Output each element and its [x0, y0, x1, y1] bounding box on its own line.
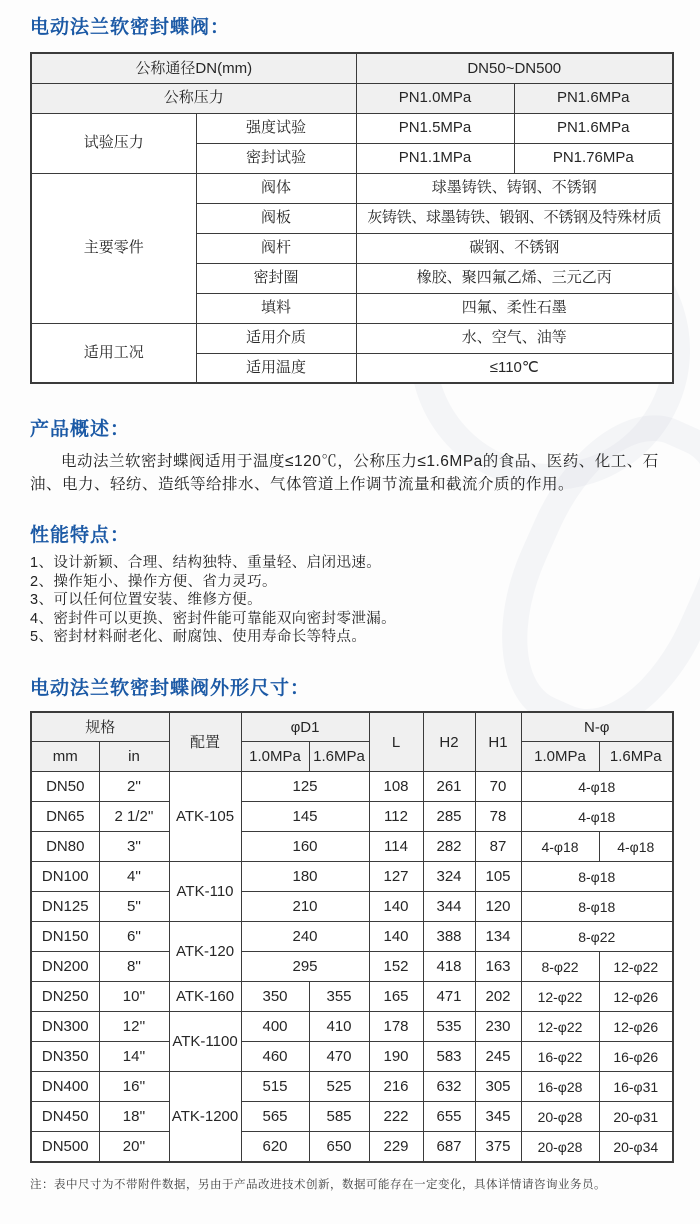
dims-d1-p16: 650	[309, 1132, 369, 1162]
feature-item: 2、操作矩小、操作方便、省力灵巧。	[30, 573, 277, 590]
section-title-overview: 产品概述：	[30, 419, 131, 440]
dims-h2: 261	[423, 772, 475, 802]
dims-d1: 210	[241, 892, 369, 922]
dims-mm: DN100	[31, 862, 99, 892]
dims-h1: 163	[475, 952, 521, 982]
dims-mm: DN450	[31, 1102, 99, 1132]
dims-n-p10: 20-φ28	[521, 1132, 599, 1162]
dims-h2: 471	[423, 982, 475, 1012]
spec-part-value: 橡胶、聚四氟乙烯、三元乙丙	[356, 263, 673, 293]
spec-cond-value: ≤110℃	[356, 353, 673, 383]
dims-config: ATK-160	[169, 982, 241, 1012]
dims-h2: 418	[423, 952, 475, 982]
spec-pressure-label: 公称压力	[31, 83, 356, 113]
feature-item: 5、密封材料耐老化、耐腐蚀、使用寿命长等特点。	[30, 629, 367, 646]
dims-d1-p16: 470	[309, 1042, 369, 1072]
dims-n: 8-φ22	[521, 922, 673, 952]
spec-row-condition	[31, 323, 673, 353]
dims-row-dn350	[31, 1042, 673, 1072]
dims-mm: DN250	[31, 982, 99, 1012]
dims-in: 8''	[99, 952, 169, 982]
dims-n-p10: 12-φ22	[521, 982, 599, 1012]
dims-in: 10''	[99, 982, 169, 1012]
dims-header-n: N-φ	[521, 712, 673, 742]
overview-paragraph: 电动法兰软密封蝶阀适用于温度≤120℃，公称压力≤1.6MPa的食品、医药、化工、石油、电力、轻纺、造纸等给排水、气体管道上作调节流量和截流介质的作用。	[30, 453, 659, 493]
feature-item: 1、设计新颖、合理、结构独特、重量轻、启闭迅速。	[30, 555, 382, 571]
dims-d1: 125	[241, 772, 369, 802]
dims-h2: 632	[423, 1072, 475, 1102]
dims-in: 20''	[99, 1132, 169, 1162]
dims-row-dn450	[31, 1102, 673, 1132]
dims-l: 190	[369, 1042, 423, 1072]
dims-row-dn250	[31, 982, 673, 1012]
spec-cond-label: 适用温度	[196, 353, 356, 383]
dims-header-h2: H2	[423, 712, 475, 772]
spec-diameter-label: 公称通径DN(mm)	[31, 53, 356, 83]
spec-part-value: 四氟、柔性石墨	[356, 293, 673, 323]
dims-d1-p16: 410	[309, 1012, 369, 1042]
spec-row-strength-test	[31, 113, 673, 143]
dims-h2: 388	[423, 922, 475, 952]
dims-header-spec: 规格	[31, 712, 169, 742]
dims-header-config: 配置	[169, 712, 241, 772]
section-title-dimensions: 电动法兰软密封蝶阀外形尺寸：	[30, 677, 311, 699]
spec-strength-v1: PN1.5MPa	[356, 113, 514, 143]
dims-n: 4-φ18	[521, 772, 673, 802]
dims-d1-p10: 515	[241, 1072, 309, 1102]
spec-part-label: 阀板	[196, 203, 356, 233]
dims-d1: 295	[241, 952, 369, 982]
dims-d1: 145	[241, 802, 369, 832]
dims-header-d1: φD1	[241, 712, 369, 742]
dims-header-h1: H1	[475, 712, 521, 772]
dims-config: ATK-1200	[169, 1072, 241, 1162]
spec-part-label: 阀体	[196, 173, 356, 203]
dims-l: 140	[369, 892, 423, 922]
dims-d1-p10: 400	[241, 1012, 309, 1042]
dims-h1: 305	[475, 1072, 521, 1102]
dims-n-p16: 12-φ26	[599, 1012, 673, 1042]
dims-h2: 324	[423, 862, 475, 892]
dims-d1: 240	[241, 922, 369, 952]
spec-strength-label: 强度试验	[196, 113, 356, 143]
dims-l: 114	[369, 832, 423, 862]
dims-in: 14''	[99, 1042, 169, 1072]
dims-d1: 180	[241, 862, 369, 892]
spec-seal-label: 密封试验	[196, 143, 356, 173]
dims-header-d1-p10: 1.0MPa	[241, 742, 309, 772]
dims-row-dn150	[31, 922, 673, 952]
dims-in: 16''	[99, 1072, 169, 1102]
spec-row-pressure	[31, 83, 673, 113]
dims-h1: 245	[475, 1042, 521, 1072]
dims-l: 222	[369, 1102, 423, 1132]
dims-config: ATK-120	[169, 922, 241, 982]
dims-mm: DN150	[31, 922, 99, 952]
dims-n: 4-φ18	[521, 802, 673, 832]
spec-seal-v1: PN1.1MPa	[356, 143, 514, 173]
dims-d1: 160	[241, 832, 369, 862]
spec-test-pressure-group: 试验压力	[31, 113, 196, 173]
dims-h2: 344	[423, 892, 475, 922]
dims-h2: 282	[423, 832, 475, 862]
spec-diameter-value: DN50~DN500	[356, 53, 673, 83]
spec-cond-label: 适用介质	[196, 323, 356, 353]
spec-row-part	[31, 173, 673, 203]
feature-item: 4、密封件可以更换、密封件能可靠能双向密封零泄漏。	[30, 610, 397, 627]
dims-h1: 70	[475, 772, 521, 802]
dims-h1: 134	[475, 922, 521, 952]
spec-part-label: 密封圈	[196, 263, 356, 293]
spec-part-value: 碳钢、不锈钢	[356, 233, 673, 263]
dims-header-in: in	[99, 742, 169, 772]
dims-mm: DN500	[31, 1132, 99, 1162]
spec-pressure-v1: PN1.0MPa	[356, 83, 514, 113]
dims-d1-p10: 350	[241, 982, 309, 1012]
dims-d1-p10: 460	[241, 1042, 309, 1072]
dims-row-dn300	[31, 1012, 673, 1042]
dims-n-p10: 4-φ18	[521, 832, 599, 862]
dims-mm: DN50	[31, 772, 99, 802]
dims-n-p16: 12-φ22	[599, 952, 673, 982]
dims-in: 18''	[99, 1102, 169, 1132]
dims-d1-p10: 620	[241, 1132, 309, 1162]
dims-in: 4''	[99, 862, 169, 892]
dims-n-p16: 20-φ31	[599, 1102, 673, 1132]
spec-table	[30, 52, 674, 384]
dims-in: 5''	[99, 892, 169, 922]
dims-mm: DN400	[31, 1072, 99, 1102]
dims-l: 165	[369, 982, 423, 1012]
dims-n-p16: 4-φ18	[599, 832, 673, 862]
dims-h2: 535	[423, 1012, 475, 1042]
section-title-features: 性能特点：	[30, 525, 131, 546]
dims-mm: DN350	[31, 1042, 99, 1072]
spec-seal-v2: PN1.76MPa	[514, 143, 673, 173]
dims-n-p16: 20-φ34	[599, 1132, 673, 1162]
dims-config: ATK-105	[169, 772, 241, 862]
dims-n-p10: 12-φ22	[521, 1012, 599, 1042]
dims-header-n-p16: 1.6MPa	[599, 742, 673, 772]
dims-mm: DN200	[31, 952, 99, 982]
dims-n: 8-φ18	[521, 892, 673, 922]
dims-n-p10: 16-φ28	[521, 1072, 599, 1102]
spec-row-diameter	[31, 53, 673, 83]
dims-h1: 230	[475, 1012, 521, 1042]
dims-d1-p16: 355	[309, 982, 369, 1012]
spec-part-value: 球墨铸铁、铸钢、不锈钢	[356, 173, 673, 203]
dims-mm: DN80	[31, 832, 99, 862]
dims-mm: DN300	[31, 1012, 99, 1042]
dims-header-d1-p16: 1.6MPa	[309, 742, 369, 772]
dims-n-p10: 20-φ28	[521, 1102, 599, 1132]
dims-row-dn50	[31, 772, 673, 802]
dims-header-n-p10: 1.0MPa	[521, 742, 599, 772]
dims-l: 178	[369, 1012, 423, 1042]
dims-h2: 687	[423, 1132, 475, 1162]
dims-n-p16: 12-φ26	[599, 982, 673, 1012]
dims-header-row-2	[31, 742, 673, 772]
feature-list	[30, 554, 672, 647]
dims-h1: 78	[475, 802, 521, 832]
spec-conditions-group: 适用工况	[31, 323, 196, 383]
dims-l: 108	[369, 772, 423, 802]
dims-l: 229	[369, 1132, 423, 1162]
dims-header-row-1	[31, 712, 673, 742]
dims-h1: 375	[475, 1132, 521, 1162]
dimensions-table	[30, 711, 674, 1163]
dims-h2: 583	[423, 1042, 475, 1072]
dims-n-p16: 16-φ26	[599, 1042, 673, 1072]
dims-mm: DN125	[31, 892, 99, 922]
spec-strength-v2: PN1.6MPa	[514, 113, 673, 143]
dims-h2: 655	[423, 1102, 475, 1132]
dims-in: 12''	[99, 1012, 169, 1042]
dims-h1: 87	[475, 832, 521, 862]
spec-cond-value: 水、空气、油等	[356, 323, 673, 353]
dims-h2: 285	[423, 802, 475, 832]
dims-n: 8-φ18	[521, 862, 673, 892]
section-title-valve-spec: 电动法兰软密封蝶阀：	[30, 17, 231, 38]
dims-row-dn500	[31, 1132, 673, 1162]
spec-part-label: 填料	[196, 293, 356, 323]
dims-config: ATK-110	[169, 862, 241, 922]
dims-h1: 120	[475, 892, 521, 922]
dims-row-dn125	[31, 892, 673, 922]
dims-h1: 345	[475, 1102, 521, 1132]
dims-mm: DN65	[31, 802, 99, 832]
dims-l: 152	[369, 952, 423, 982]
dims-l: 112	[369, 802, 423, 832]
dims-row-dn65	[31, 802, 673, 832]
dims-in: 2 1/2''	[99, 802, 169, 832]
dims-h1: 202	[475, 982, 521, 1012]
dims-row-dn200	[31, 952, 673, 982]
dims-l: 127	[369, 862, 423, 892]
dims-header-l: L	[369, 712, 423, 772]
dims-row-dn400	[31, 1072, 673, 1102]
dims-n-p10: 8-φ22	[521, 952, 599, 982]
dims-in: 3''	[99, 832, 169, 862]
feature-item: 3、可以任何位置安装、维修方便。	[30, 592, 262, 609]
dims-n-p16: 16-φ31	[599, 1072, 673, 1102]
dims-d1-p16: 525	[309, 1072, 369, 1102]
dims-d1-p10: 565	[241, 1102, 309, 1132]
spec-parts-group: 主要零件	[31, 173, 196, 323]
table-footnote: 注：表中尺寸为不带附件数据，另由于产品改进技术创新，数据可能存在一定变化，具体详情请咨询业务员。	[30, 1178, 606, 1191]
dims-row-dn100	[31, 862, 673, 892]
dims-header-mm: mm	[31, 742, 99, 772]
dims-l: 140	[369, 922, 423, 952]
dims-h1: 105	[475, 862, 521, 892]
dims-in: 6''	[99, 922, 169, 952]
dims-config: ATK-1100	[169, 1012, 241, 1072]
dims-in: 2''	[99, 772, 169, 802]
spec-part-value: 灰铸铁、球墨铸铁、锻钢、不锈钢及特殊材质	[356, 203, 673, 233]
dims-d1-p16: 585	[309, 1102, 369, 1132]
dims-row-dn80	[31, 832, 673, 862]
dims-n-p10: 16-φ22	[521, 1042, 599, 1072]
dims-l: 216	[369, 1072, 423, 1102]
spec-part-label: 阀杆	[196, 233, 356, 263]
spec-pressure-v2: PN1.6MPa	[514, 83, 673, 113]
